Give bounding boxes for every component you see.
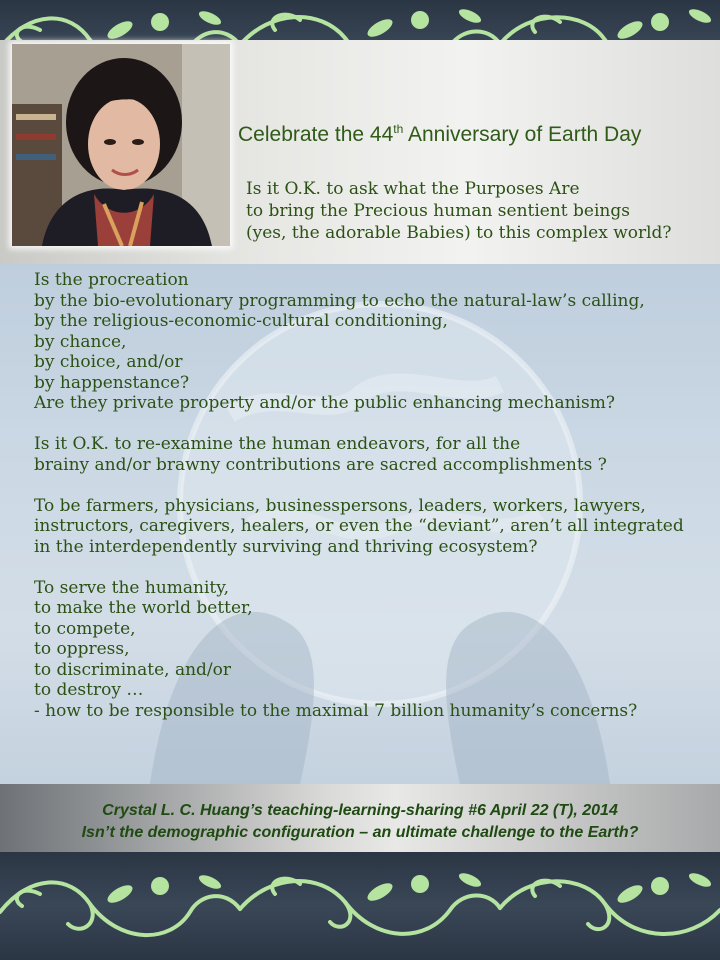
- scroll-ornament-bottom: [0, 852, 720, 960]
- paragraph-purposes: [34, 578, 714, 722]
- text-line: in the interdependently surviving and thriving ecosystem?: [34, 536, 538, 557]
- text-line: To be farmers, physicians, businesspersons, leaders, workers, lawyers,: [34, 495, 646, 516]
- page-title: Celebrate the 44th Anniversary of Earth Day: [238, 122, 642, 146]
- text-line: Is it O.K. to re-examine the human endeavors, for all the: [34, 434, 521, 454]
- main-panel: [0, 264, 720, 784]
- text-line: by the bio-evolutionary programming to echo the natural-law’s calling,: [34, 290, 645, 311]
- intro-line: to bring the Precious human sentient beings: [246, 201, 630, 221]
- portrait-illustration: [12, 44, 230, 246]
- author-photo: [12, 44, 230, 246]
- text-line: to oppress,: [34, 639, 130, 659]
- text-line: by the religious-economic-cultural conditioning,: [34, 311, 448, 331]
- text-line: brainy and/or brawny contributions are sacred accomplishments ?: [34, 454, 607, 475]
- footer-caption: [0, 784, 720, 860]
- text-line: by choice, and/or: [34, 352, 183, 372]
- paragraph-professions: [34, 496, 714, 558]
- text-line: to discriminate, and/or: [34, 659, 231, 680]
- text-line: instructors, caregivers, healers, or even the “deviant”, aren’t all integrated: [34, 516, 684, 536]
- text-line: Are they private property and/or the public enhancing mechanism?: [34, 393, 615, 413]
- paragraph-endeavors: [34, 434, 714, 475]
- intro-question: [246, 178, 716, 244]
- text-line: to compete,: [34, 618, 136, 639]
- body-text: [34, 270, 714, 721]
- intro-line: Is it O.K. to ask what the Purposes Are: [246, 179, 580, 199]
- text-line: Is the procreation: [34, 270, 189, 290]
- text-line: to make the world better,: [34, 598, 253, 618]
- text-line: by chance,: [34, 331, 127, 352]
- footer-attribution: Crystal L. C. Huang’s teaching-learning-sharing #6 April 22 (T), 2014: [102, 802, 618, 819]
- text-line: by happenstance?: [34, 372, 190, 393]
- text-line: to destroy …: [34, 680, 144, 700]
- footer-question: Isn’t the demographic configuration – an ultimate challenge to the Earth?: [81, 824, 639, 841]
- text-line: - how to be responsible to the maximal 7 billion humanity’s concerns?: [34, 700, 638, 721]
- paragraph-procreation: [34, 270, 714, 414]
- text-line: To serve the humanity,: [34, 577, 230, 598]
- intro-line: (yes, the adorable Babies) to this complex world?: [246, 223, 672, 243]
- bottom-ornament-band: [0, 852, 720, 960]
